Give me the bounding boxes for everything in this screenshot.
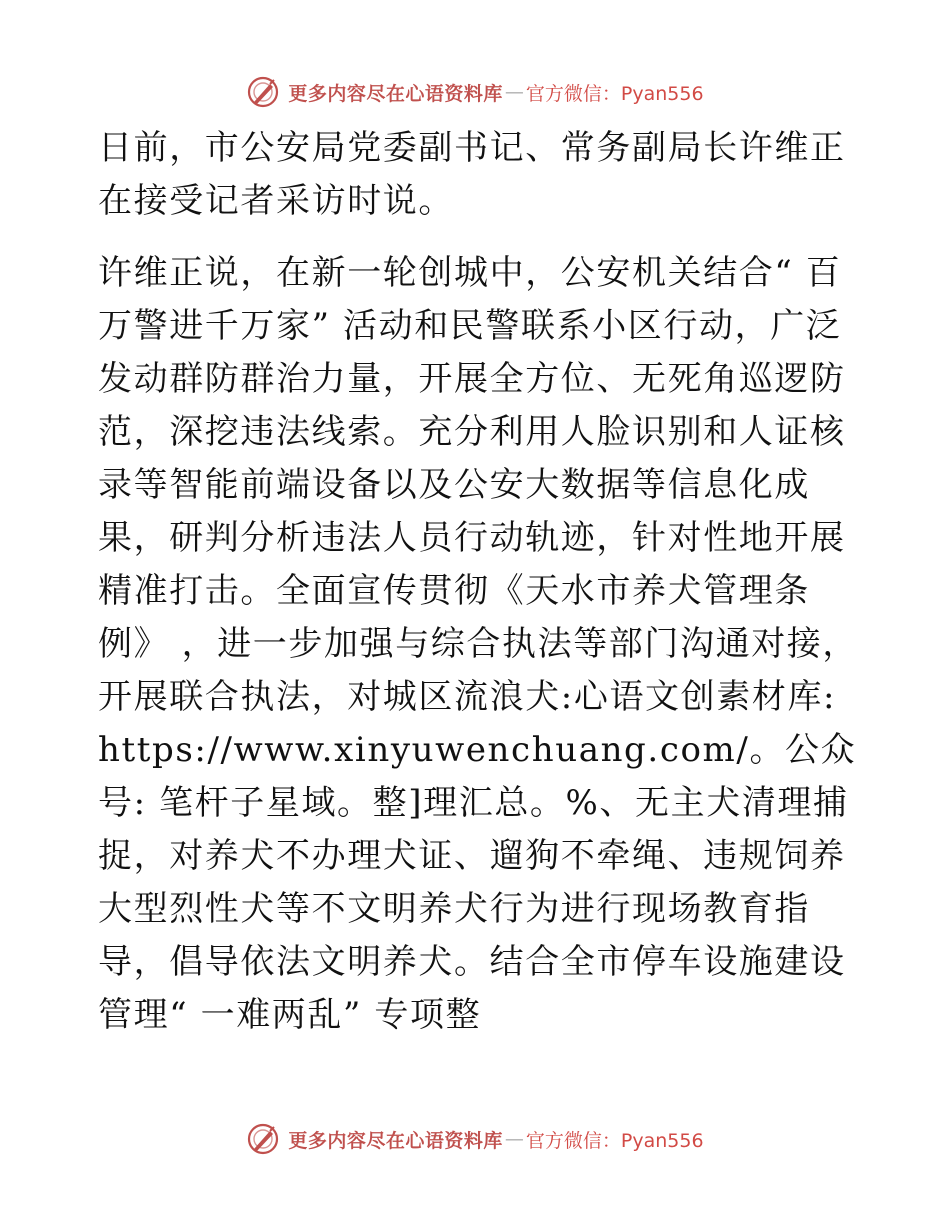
document-body bbox=[98, 122, 858, 1042]
paragraph: 日前，市公安局党委副书记、常务副局长许维正在接受记者采访时说。 bbox=[98, 128, 846, 221]
banner-text bbox=[288, 1126, 703, 1153]
banner-wechat-text: 官方微信：Pyan556 bbox=[525, 82, 704, 105]
quill-pen-circle-icon bbox=[246, 1122, 280, 1156]
paragraph: 许维正说，在新一轮创城中，公安机关结合“ 百万警进千万家” 活动和民警联系小区行动，广泛发动群防群治力量，开展全方位、无死角巡逻防范，深挖违法线索。充分利用人脸识别和人证核录等智能前端设备以及公安大数据等信息化成果，研判分析违法人员行动轨迹，针对性地开展精准打击。全面宣传贯彻《天水市养犬管理条例》 ，进一步加强与综合执法等部门沟通对接，开展联合执法，对城区流浪犬:心语文创素材库: https://www.xinyuwenchuang.com/。公众号: 笔杆子星域。整]理汇总。%、无主犬清理捕捉，对养犬不办理犬证、遛狗不牵绳、违规饲养大型烈性犬等不文明养犬行为进行现场教育指导，倡导依法文明养犬。结合全市停车设施建设管理“ 一难两乱” 专项整 bbox=[98, 253, 859, 1035]
banner-wechat-text: 官方微信：Pyan556 bbox=[525, 1129, 704, 1152]
banner-separator: — bbox=[504, 1128, 524, 1150]
banner-main-text: 更多内容尽在心语资料库 bbox=[288, 82, 503, 105]
footer-watermark-banner bbox=[0, 1117, 950, 1161]
banner-main-text: 更多内容尽在心语资料库 bbox=[288, 1129, 503, 1152]
quill-pen-circle-icon bbox=[246, 75, 280, 109]
banner-separator: — bbox=[504, 81, 524, 103]
header-watermark-banner bbox=[0, 70, 950, 114]
banner-text bbox=[288, 79, 703, 106]
